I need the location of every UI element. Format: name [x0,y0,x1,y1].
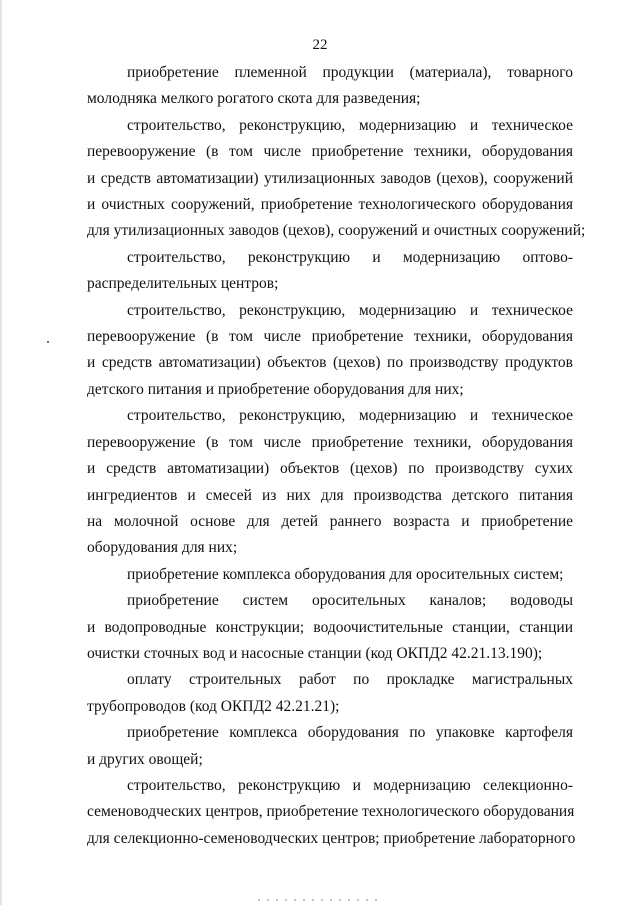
paragraph-line: приобретение систем оросительных каналов; водоводы [127,592,573,610]
paragraph-line: и других овощей; [87,750,203,768]
paragraph [87,60,573,113]
paragraph-line: оплату строительных работ по прокладке магистральных [127,671,573,689]
paragraph-line: молодняка мелкого рогатого скота для разведения; [87,90,421,108]
document-body [87,60,586,852]
paragraph-line: на молочной основе для детей раннего возраста и приобретение [87,512,573,530]
paragraph-line: и средств автоматизации) объектов (цехов) по производству сухих [87,460,573,478]
page-number: 22 [312,37,328,53]
scan-edge [0,0,2,905]
paragraph-line: строительство, реконструкцию, модернизацию и техническое [127,301,573,319]
paragraph-line: строительство, реконструкцию и модернизацию селекционно- [127,776,573,794]
paragraph-line: перевооружение (в том числе приобретение техники, оборудования [87,143,573,161]
paragraph-line: перевооружение (в том числе приобретение техники, оборудования [87,328,573,346]
paragraph-line: для селекционно-семеноводческих центров; приобретение лабораторного [87,829,576,847]
paragraph [87,113,586,245]
paragraph-line: и средств автоматизации) объектов (цехов) по производству продуктов [87,354,573,372]
paragraph [87,298,573,404]
paragraph-line: приобретение племенной продукции (материала), товарного [127,64,573,81]
paragraph-line: очистки сточных вод и насосные станции (код ОКПД2 42.21.13.190); [87,644,543,662]
paragraph [87,403,573,561]
paragraph-line: и очистных сооружений, приобретение технологического оборудования [87,196,573,214]
paragraph-line: строительство, реконструкцию, модернизацию и техническое [127,407,573,425]
scan-artifact-dots [258,899,378,901]
paragraph-line: приобретение комплекса оборудования по упаковке картофеля [127,724,573,742]
paragraph-line: строительство, реконструкцию и модернизацию оптово- [127,248,573,266]
paragraph-line: семеноводческих центров, приобретение технологического оборудования [87,803,575,821]
paragraph [87,245,573,298]
paragraph [87,773,576,852]
paragraph [87,588,573,667]
scan-artifact-dot [47,341,49,343]
paragraph-line: и средств автоматизации) утилизационных заводов (цехов), сооружений [87,169,573,187]
paragraph-line: строительство, реконструкцию, модернизацию и техническое [127,116,573,134]
paragraph-line: и водопроводные конструкции; водоочистительные станции, станции [87,618,573,636]
paragraph-line: оборудования для них; [87,539,238,557]
paragraph [87,562,573,588]
paragraph-line: для утилизационных заводов (цехов), сооружений и очистных сооружений; [87,222,586,240]
paragraph-line: детского питания и приобретение оборудования для них; [87,380,464,398]
paragraph-line: приобретение комплекса оборудования для оросительных систем; [127,565,564,583]
paragraph [87,667,573,720]
paragraph-line: перевооружение (в том числе приобретение техники, оборудования [87,433,573,451]
paragraph [87,720,573,773]
paragraph-line: распределительных центров; [87,275,279,293]
paragraph-line: ингредиентов и смесей из них для производства детского питания [87,486,573,504]
paragraph-line: трубопроводов (код ОКПД2 42.21.21); [87,697,340,715]
